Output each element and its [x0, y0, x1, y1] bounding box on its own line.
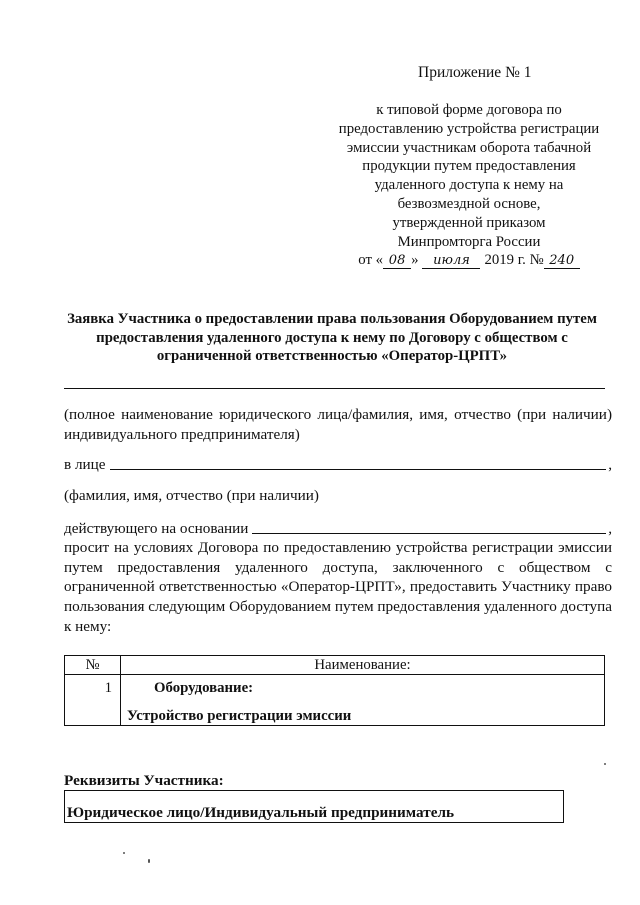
equipment-name: Устройство регистрации эмиссии [127, 708, 352, 724]
approval-block [330, 101, 608, 270]
acting-basis-fill-line[interactable] [252, 519, 606, 534]
in-person-comma: , [608, 456, 612, 473]
in-person-field [64, 455, 612, 474]
approval-line: продукции путем предоставления [362, 158, 576, 175]
in-person-fill-line[interactable] [110, 455, 607, 470]
acting-basis-comma: , [608, 520, 612, 537]
appendix-title: Приложение № 1 [418, 64, 532, 81]
equipment-table [64, 655, 605, 726]
in-person-label: в лице [64, 456, 106, 473]
entity-name-caption: (полное наименование юридического лица/фамилия, имя, отчество (при наличии) индивидуального предпринимателя) [64, 406, 612, 443]
column-header-number: № [65, 656, 121, 675]
table-row [65, 675, 605, 726]
title-line: ограниченной ответственностью «Оператор-ЦРПТ» [156, 348, 508, 365]
approval-line: утвержденной приказом [392, 214, 546, 231]
scan-speck [148, 859, 150, 863]
approval-line: Минпромторга России [397, 233, 541, 250]
approval-line: удаленного доступа к нему на [374, 177, 564, 194]
approval-line: предоставлению устройства регистрации [338, 120, 600, 137]
acting-basis-label: действующего на основании [64, 520, 249, 537]
title-line: Заявка Участника о предоставлении права пользования Оборудованием путем [67, 311, 597, 327]
title-line: предоставления удаленного доступа к нему по Договору с обществом с [96, 329, 568, 346]
approval-line: к типовой форме договора по [376, 102, 562, 118]
column-header-name: Наименование: [121, 656, 605, 675]
date-year: 2019 г. № [484, 252, 544, 269]
date-mid: » [411, 252, 419, 269]
scan-speck [123, 852, 125, 854]
entity-name-fill-line[interactable] [64, 388, 605, 389]
acting-basis-field [64, 519, 612, 538]
requisites-box-label: Юридическое лицо/Индивидуальный предприниматель [67, 804, 455, 821]
scan-speck [604, 763, 606, 765]
requisites-box [64, 790, 564, 823]
date-prefix: от « [358, 252, 384, 269]
request-paragraph: просит на условиях Договора по предоставлению устройства регистрации эмиссии путем предоставления удаленного доступа, заключенного с обществом с ограниченной ответственностью «Оператор-ЦРПТ», предоставить Участнику право пользования следующим Оборудованием путем предоставления удаленного доступа к нему: [64, 539, 612, 635]
row-number-cell: 1 [65, 675, 121, 726]
table-header-row [65, 656, 605, 675]
handwritten-month: июля [422, 254, 480, 269]
approval-line: эмиссии участникам оборота табачной [346, 139, 592, 156]
requisites-title: Реквизиты Участника: [64, 772, 224, 789]
order-date-line [330, 251, 608, 270]
representative-name-caption: (фамилия, имя, отчество (при наличии) [64, 487, 319, 504]
equipment-cell [121, 675, 605, 726]
handwritten-order-number: 240 [544, 254, 580, 269]
document-title [52, 310, 612, 366]
equipment-heading: Оборудование: [154, 680, 254, 696]
handwritten-day: 08 [383, 254, 411, 269]
approval-line: безвозмездной основе, [397, 195, 541, 212]
